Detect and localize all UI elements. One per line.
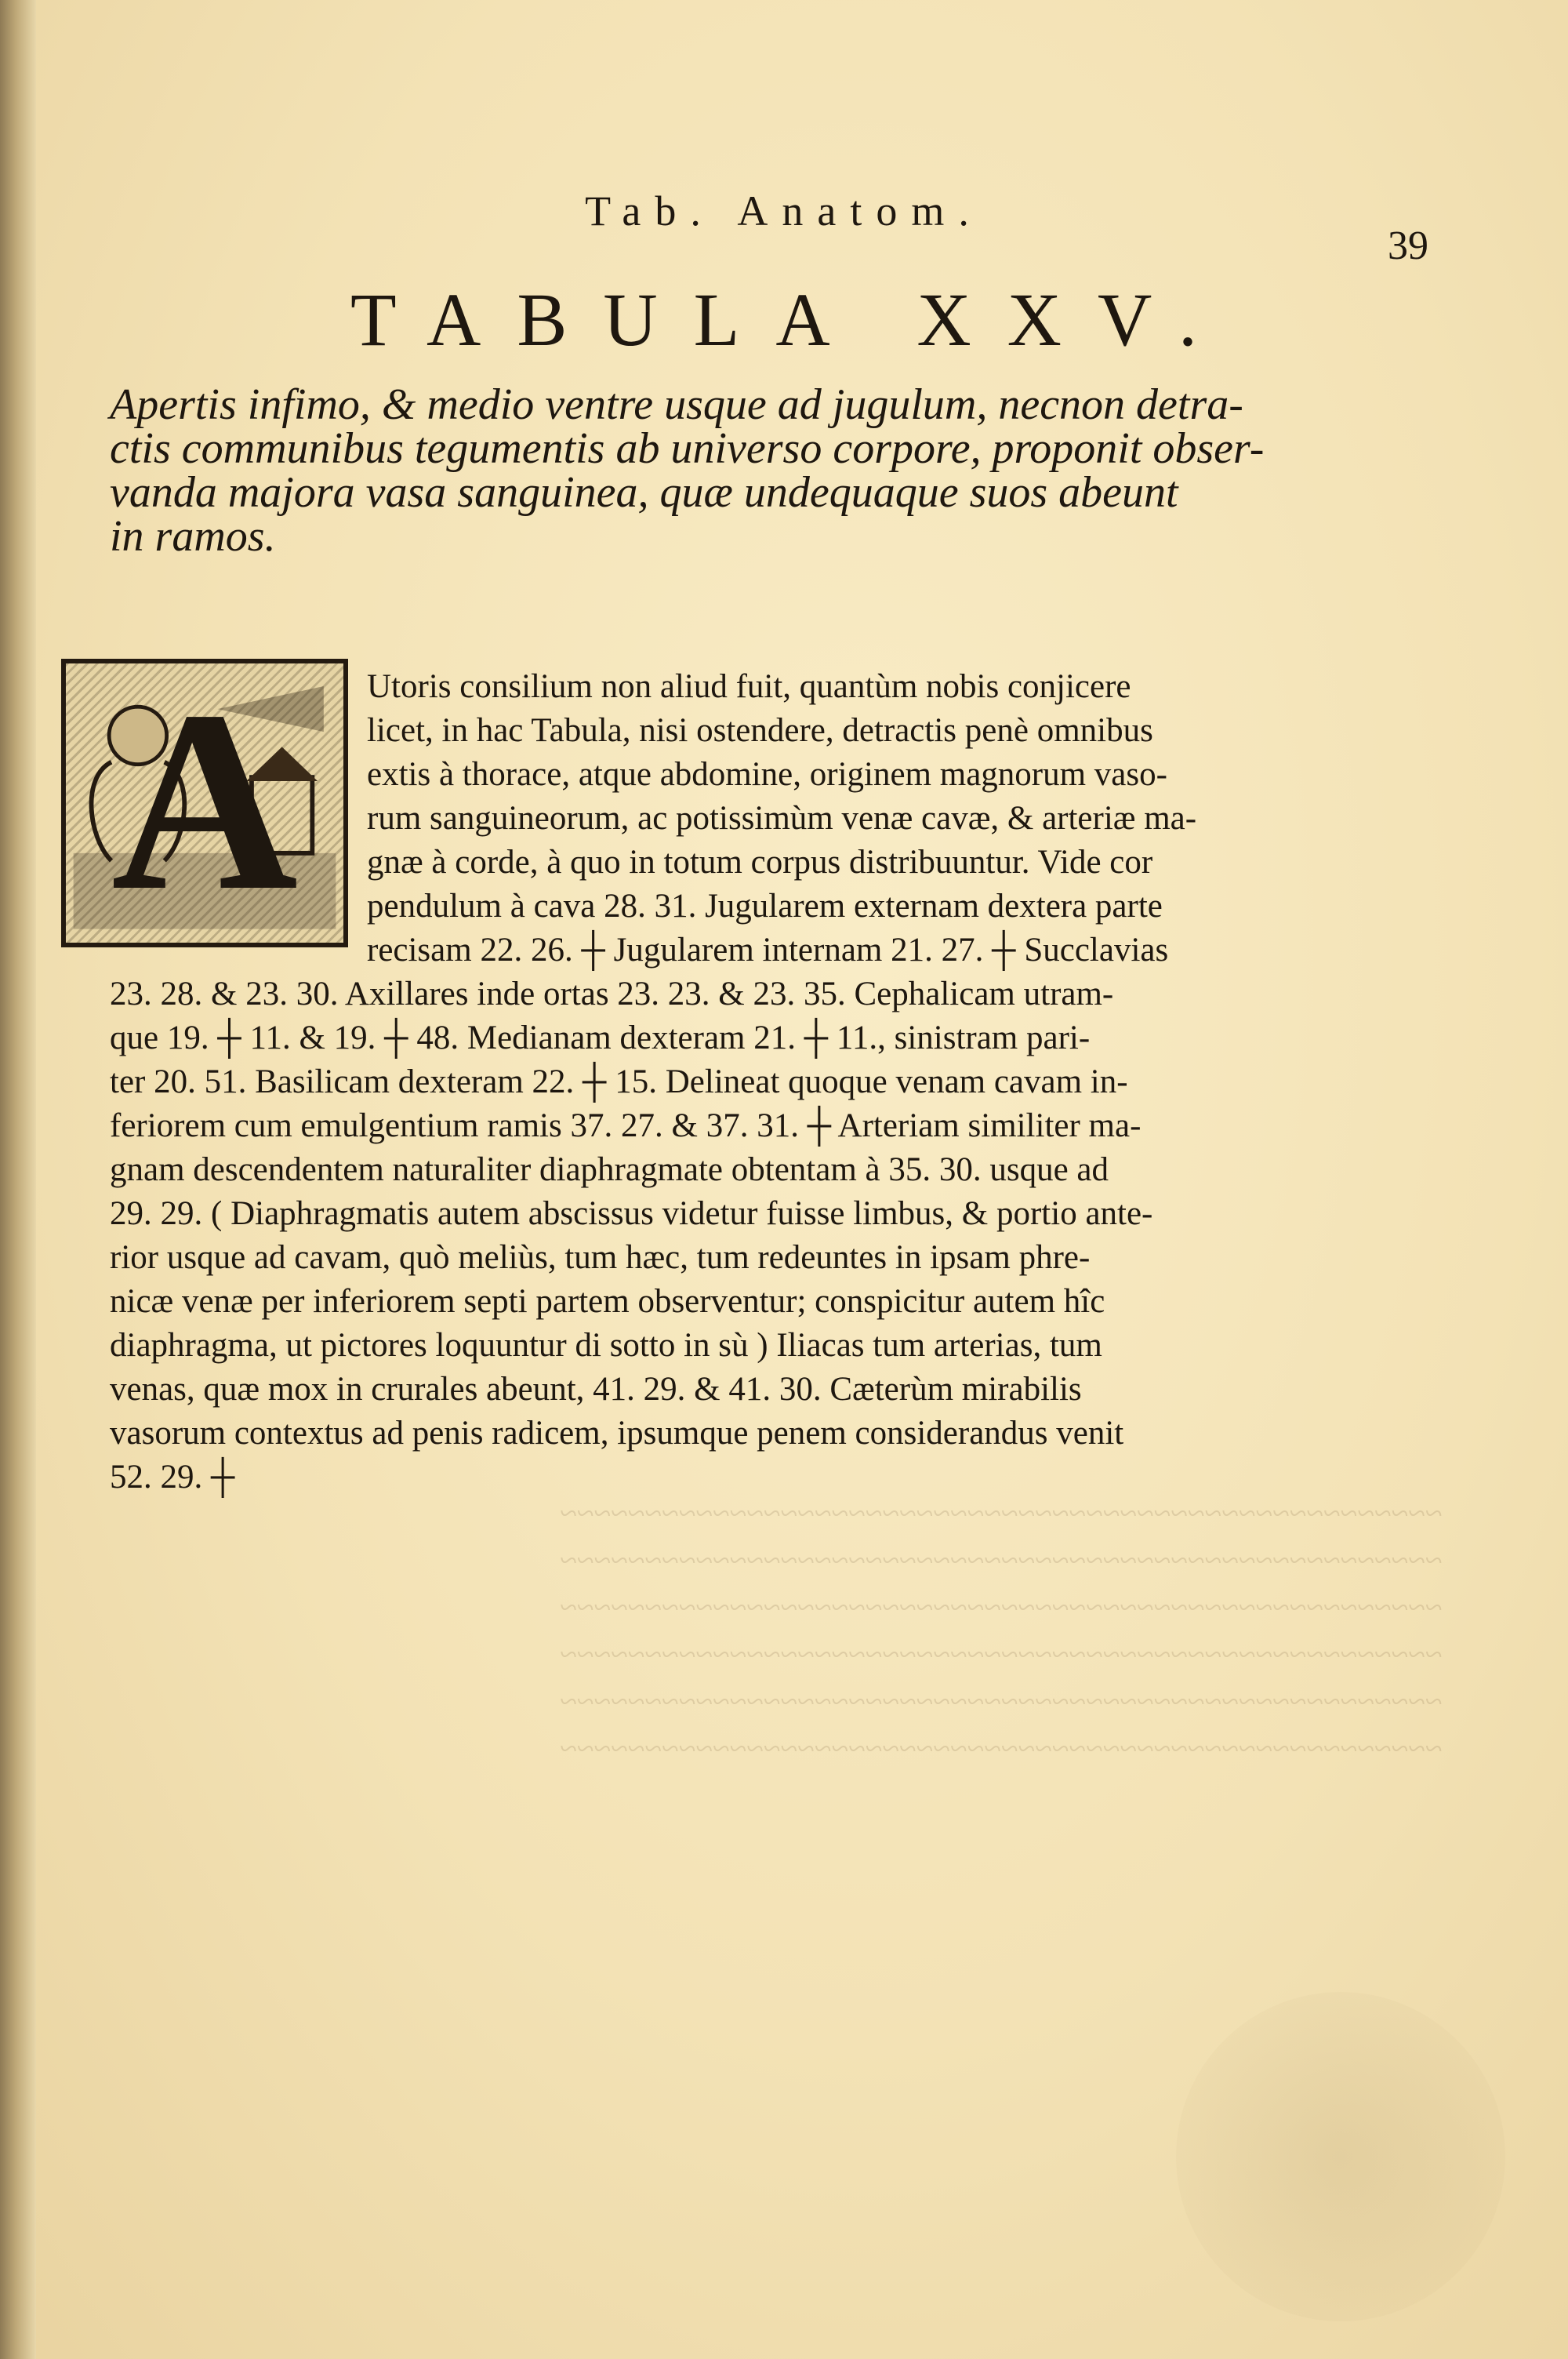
italic-summary xyxy=(110,380,1443,561)
summary-line: Apertis infimo, & medio ventre usque ad jugulum, necnon detra- xyxy=(110,380,1243,429)
summary-line: vanda majora vasa sanguinea, quæ undequaque suos abeunt xyxy=(110,468,1178,517)
summary-line: in ramos. xyxy=(110,512,276,561)
text-line: 52. 29. ┼ xyxy=(110,1459,235,1496)
text-line: vasorum contextus ad penis radicem, ipsumque penem considerandus venit xyxy=(110,1415,1124,1452)
running-head: Tab. Anatom. xyxy=(585,187,983,234)
initial-letter: A xyxy=(111,658,299,944)
text-line: pendulum à cava 28. 31. Jugularem externam dextera parte xyxy=(367,888,1163,925)
text-line: nicæ venæ per inferiorem septi partem observentur; conspicitur autem hîc xyxy=(110,1283,1105,1320)
decorated-initial-cherub-icon xyxy=(61,659,348,947)
summary-line: ctis communibus tegumentis ab universo corpore, proponit obser- xyxy=(110,424,1265,473)
text-line: que 19. ┼ 11. & 19. ┼ 48. Medianam dexteram 21. ┼ 11., sinistram pari- xyxy=(110,1020,1091,1056)
text-line: extis à thorace, atque abdomine, originem magnorum vaso- xyxy=(367,756,1167,793)
text-line: diaphragma, ut pictores loquuntur di sotto in sù ) Iliacas tum arterias, tum xyxy=(110,1327,1102,1364)
bleed-through-text: ~~~~~~~~~~~~~~~~~~~~~~~~~~~~~~~~~~~~~~~~~~~~~~~~~~~~ ~~~~~~~~~~~~~~~~~~~~~~~~~~~~~~~~~~~~~~~~~~~~~~~~~~~~ ~~~~~~~~~~~~~~~~~~~~~~~~~~~~~~~~~~~~~~~~~~~~~~~~~~~~ ~~~~~~~~~~~~~~~~~~~~~~~~~~~~~~~~~~~~~~~~~~~~~~~~~~~~ ~~~~~~~~~~~~~~~~~~~~~~~~~~~~~~~~~~~~~~~~~~~~~~~~~~~~ ~~~~~~~~~~~~~~~~~~~~~~~~~~~~~~~~~~~~~~~~~~~~~~~~~~~~ xyxy=(560,1496,1443,1766)
text-line: ter 20. 51. Basilicam dexteram 22. ┼ 15. Delineat quoque venam cavam in- xyxy=(110,1063,1128,1100)
text-line: rior usque ad cavam, quò meliùs, tum hæc, tum redeuntes in ipsam phre- xyxy=(110,1239,1091,1276)
text-line: venas, quæ mox in crurales abeunt, 41. 29. & 41. 30. Cæterùm mirabilis xyxy=(110,1371,1082,1408)
text-line: Utoris consilium non aliud fuit, quantùm nobis conjicere xyxy=(367,668,1131,705)
page-title: TABULA XXV. xyxy=(350,278,1233,362)
text-line: gnam descendentem naturaliter diaphragmate obtentam à 35. 30. usque ad xyxy=(110,1151,1109,1188)
paper-stain xyxy=(1176,1992,1505,2321)
text-line: feriorem cum emulgentium ramis 37. 27. & 37. 31. ┼ Arteriam similiter ma- xyxy=(110,1107,1142,1144)
text-line: 29. 29. ( Diaphragmatis autem abscissus videtur fuisse limbus, & portio ante- xyxy=(110,1195,1153,1232)
text-line: rum sanguineorum, ac potissimùm venæ cavæ, & arteriæ ma- xyxy=(367,800,1197,837)
text-line: gnæ à corde, à quo in totum corpus distribuuntur. Vide cor xyxy=(367,844,1153,881)
page-number: 39 xyxy=(1388,224,1428,268)
text-line: recisam 22. 26. ┼ Jugularem internam 21. 27. ┼ Succlavias xyxy=(367,932,1169,969)
page-binding-edge xyxy=(0,0,36,2359)
text-line: 23. 28. & 23. 30. Axillares inde ortas 23. 23. & 23. 35. Cephalicam utram- xyxy=(110,976,1114,1012)
text-line: licet, in hac Tabula, nisi ostendere, detractis penè omnibus xyxy=(367,712,1153,749)
